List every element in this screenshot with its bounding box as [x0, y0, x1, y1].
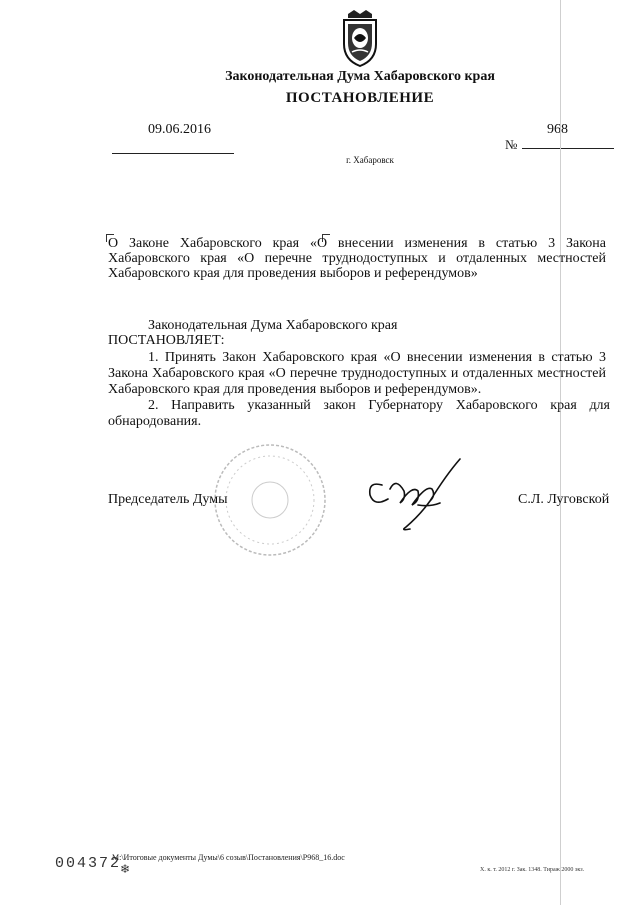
- title-line-1a: О Законе Хабаровского края «: [108, 236, 317, 251]
- chairman-role: Председатель Думы: [108, 492, 228, 507]
- handwritten-signature: [360, 455, 470, 535]
- title-line-1b: О внесении изменения в статью 3 Закона: [316, 236, 606, 251]
- body-decree: ПОСТАНОВЛЯЕТ:: [108, 333, 225, 348]
- number-underline: [522, 148, 614, 149]
- print-info: Х. к. т. 2012 г. Зак. 1348. Тираж 2000 экз.: [480, 867, 585, 873]
- snowflake-icon: ❄: [120, 862, 131, 876]
- coat-of-arms-icon: [334, 8, 386, 68]
- item-2-line-1: 2. Направить указанный закон Губернатору Хабаровского края для: [148, 398, 610, 413]
- organization-name: Законодательная Дума Хабаровского края: [225, 69, 495, 84]
- document-date: 09.06.2016: [148, 122, 211, 137]
- document-title: [108, 236, 606, 281]
- form-serial-number: 004372: [55, 855, 122, 872]
- number-sign: №: [505, 137, 518, 152]
- document-type: ПОСТАНОВЛЕНИЕ: [285, 90, 435, 106]
- title-line-2: Хабаровского края «О перечне труднодоступных и отдаленных местностей: [108, 251, 606, 266]
- scan-fold-line: [560, 0, 561, 905]
- official-seal-stamp: [210, 440, 330, 560]
- item-1-line-3: Хабаровского края для проведения выборов и референдумов».: [108, 382, 482, 397]
- body-lead: Законодательная Дума Хабаровского края: [148, 318, 398, 333]
- title-line-3: Хабаровского края для проведения выборов и референдумов»: [108, 266, 478, 281]
- item-2-line-2: обнародования.: [108, 414, 202, 429]
- file-path: M:\Итоговые документы Думы\6 созыв\Постановления\P968_16.doc: [112, 853, 345, 862]
- item-1-line-2: Закона Хабаровского края «О перечне труднодоступных и отдаленных местностей: [108, 366, 606, 381]
- city-name: г. Хабаровск: [346, 155, 394, 165]
- date-underline: [112, 153, 234, 154]
- chairman-name: С.Л. Луговской: [518, 492, 610, 507]
- item-1-line-1: 1. Принять Закон Хабаровского края «О внесении изменения в статью 3: [148, 350, 606, 365]
- document-number: 968: [547, 122, 568, 137]
